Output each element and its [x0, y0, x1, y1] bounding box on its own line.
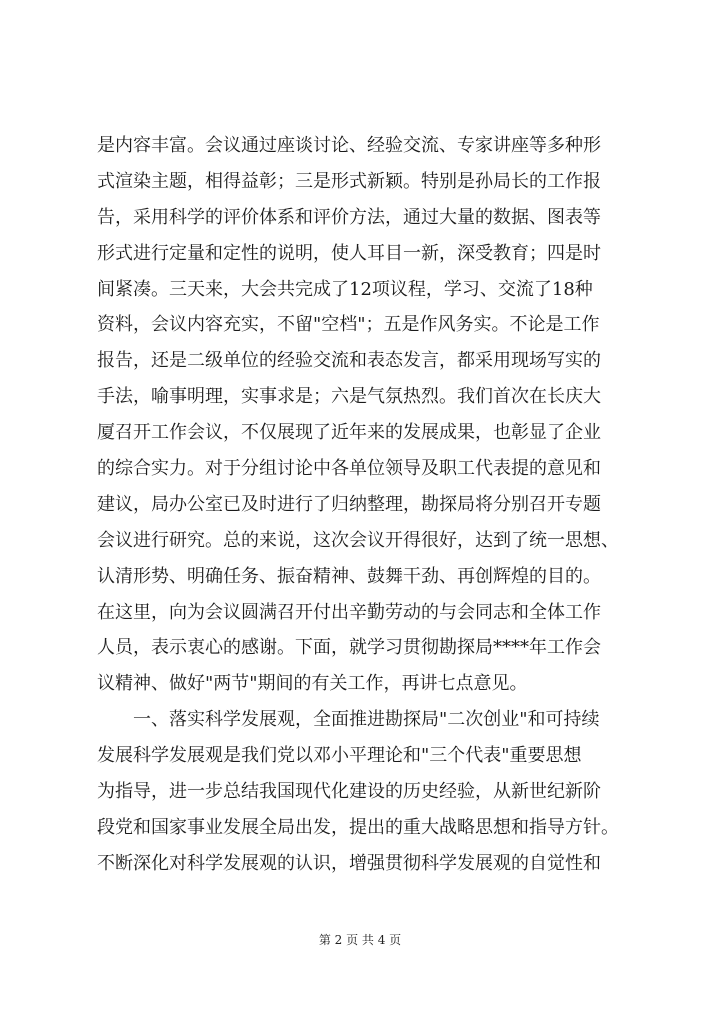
text-line: 人员，表示衷心的感谢。下面，就学习贯彻勘探局****年工作会	[97, 637, 601, 659]
text-line: 厦召开工作会议，不仅展现了近年来的发展成果，也彰显了企业	[97, 422, 601, 444]
text-line: 手法，喻事明理，实事求是；六是气氛热烈。我们首次在长庆大	[97, 386, 601, 408]
text-line: 是内容丰富。会议通过座谈讨论、经验交流、专家讲座等多种形	[97, 135, 601, 156]
text-line: 认清形势、明确任务、振奋精神、鼓舞干劲、再创辉煌的目的。	[97, 565, 601, 587]
text-line: 议精神、做好"两节"期间的有关工作，再讲七点意见。	[97, 673, 528, 695]
text-line: 为指导，进一步总结我国现代化建设的历史经验，从新世纪新阶	[97, 781, 601, 803]
text-line: 会议进行研究。总的来说，这次会议开得很好，达到了统一思想、	[97, 529, 619, 551]
text-line: 报告，还是二级单位的经验交流和表态发言，都采用现场写实的	[97, 350, 601, 372]
text-line: 资料，会议内容充实，不留"空档"；五是作风务实。不论是工作	[97, 314, 600, 336]
body-text	[97, 128, 633, 882]
text-line: 发展科学发展观是我们党以邓小平理论和"三个代表"重要思想	[97, 745, 582, 767]
section-heading-line: 一、落实科学发展观，全面推进勘探局"二次创业"和可持续	[97, 709, 600, 731]
text-line: 的综合实力。对于分组讨论中各单位领导及职工代表提的意见和	[97, 458, 601, 480]
text-line: 建议，局办公室已及时进行了归纳整理，勘探局将分别召开专题	[97, 493, 601, 515]
text-line: 段党和国家事业发展全局出发，提出的重大战略思想和指导方针。	[97, 816, 619, 838]
page-footer: 第 2 页 共 4 页	[318, 933, 402, 947]
text-line: 在这里，向为会议圆满召开付出辛勤劳动的与会同志和全体工作	[97, 601, 601, 623]
text-line: 不断深化对科学发展观的认识，增强贯彻科学发展观的自觉性和	[97, 852, 601, 874]
text-line: 式渲染主题，相得益彰；三是形式新颖。特别是孙局长的工作报	[97, 170, 601, 192]
text-line: 形式进行定量和定性的说明，使人耳目一新，深受教育；四是时	[97, 242, 601, 264]
text-line: 告，采用科学的评价体系和评价方法，通过大量的数据、图表等	[97, 206, 601, 228]
text-line: 间紧凑。三天来，大会共完成了12项议程，学习、交流了18种	[97, 278, 593, 300]
